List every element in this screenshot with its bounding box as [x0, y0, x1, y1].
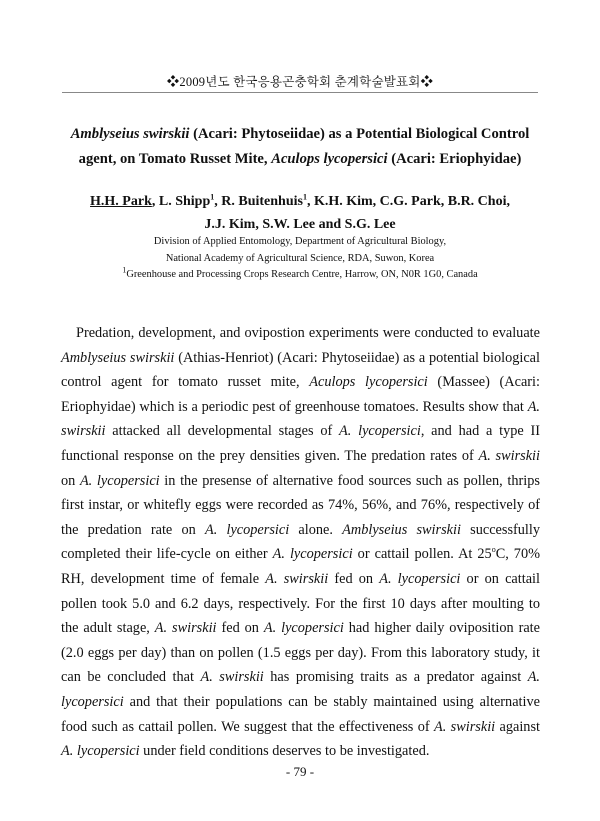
affiliation-line-2: National Academy of Agricultural Science, RDA, Suwon, Korea — [165, 252, 435, 264]
abstract-text: (Massee) (Acari: Eriophyidae) which is a periodic pest of greenhouse tomatoes. Results show that — [61, 374, 540, 415]
author-3-affil: 1 — [302, 192, 307, 202]
degree-superscript: o — [491, 545, 496, 555]
title-species-1: Amblyseius swirskii — [70, 126, 190, 142]
affiliation-3-text: Greenhouse and Processing Crops Research Centre, Harrow, ON, N0R 1G0, Canada — [126, 269, 478, 280]
species-name: A. swirskii — [154, 620, 217, 637]
species-name: A. lycopersici — [272, 546, 353, 563]
species-name: A. lycopersici — [61, 743, 140, 760]
abstract — [61, 321, 540, 764]
conference-header: ❖2009년도 한국응용곤충학회 춘계학술발표회❖ — [166, 75, 434, 89]
abstract-text: against — [495, 718, 540, 735]
abstract-text: fed on — [216, 620, 264, 637]
authors-rest-2: J.J. Kim, S.W. Lee and S.G. Lee — [204, 217, 396, 232]
authors-rest-1: , K.H. Kim, C.G. Park, B.R. Choi, — [306, 194, 510, 209]
affiliation-line-1: Division of Applied Entomology, Department of Agricultural Biology, — [153, 236, 447, 247]
species-name: Amblyseius swirskii — [61, 349, 175, 366]
abstract-text: attacked all developmental stages of — [105, 423, 340, 440]
abstract-text: or on cattail pollen took 5.0 and 6.2 days, respectively. For the first 10 days after moulting to the adult stage, — [61, 570, 540, 637]
abstract-text: had higher daily oviposition rate (2.0 eggs per day) than on pollen (1.5 eggs per day). From this laboratory study, it can be concluded that — [61, 620, 541, 686]
abstract-text: has promising traits as a predator against — [263, 669, 528, 686]
species-name: A. swirskii — [433, 718, 496, 735]
author-2: L. Shipp — [158, 194, 211, 209]
species-name: A. swirskii — [478, 447, 540, 464]
abstract-text: under field conditions deserves to be investigated. — [139, 743, 430, 760]
abstract-text: and that their populations can be stably maintained using alternative food such as cattail pollen. We suggest that the effectiveness of — [61, 693, 540, 735]
species-name: A. swirskii — [265, 570, 329, 587]
abstract-text: or cattail pollen. At 25 — [352, 546, 492, 563]
abstract-text: (Athias-Henriot) (Acari: Phytoseiidae) as a potential biological control agent for tomato russet mite, — [61, 349, 540, 391]
abstract-text: C, 70% RH, development time of female — [61, 546, 541, 587]
title-species-2: Aculops lycopersici — [271, 151, 388, 167]
header-rule — [62, 92, 538, 93]
abstract-text: , and had a type II functional response on the prey densities given. The predation rates of — [61, 423, 540, 464]
abstract-text: successfully completed their life-cycle on either — [61, 521, 541, 563]
species-name: Aculops lycopersici — [309, 374, 428, 391]
abstract-paragraph — [61, 321, 540, 764]
author-presenting: H.H. Park — [90, 194, 152, 209]
abstract-text: on — [61, 472, 80, 489]
title-text-2: (Acari: Eriophyidae) — [387, 151, 522, 167]
species-name: A. swirskii — [200, 669, 264, 686]
affiliation-3-marker: 1 — [122, 265, 127, 275]
abstract-text: alone. — [289, 521, 343, 538]
author-list: H.H. Park, L. Shipp$^1$, R. Buitenhuis$^1$, K.H. Kim, C.G. Park, B.R. Choi, J.J. Kim, S.W. Lee and S.G. Lee — [90, 192, 510, 232]
title-text-1: (Acari: Phytoseiidae) as a Potential Biological Control agent, on Tomato Russet Mite, — [78, 126, 530, 167]
paper-title — [62, 122, 538, 172]
species-name: A. lycopersici — [61, 669, 541, 710]
affiliations — [62, 234, 538, 284]
species-name: A. lycopersici — [263, 620, 344, 637]
abstract-text: in the presense of alternative food sources such as pollen, thrips first instar, or whitefly eggs were recorded as 74%, 56%, and 76%, respectively of the predation rate on — [61, 472, 540, 538]
abstract-text: fed on — [328, 570, 380, 587]
affiliation-line-3 — [62, 267, 538, 284]
author-3: R. Buitenhuis — [221, 194, 303, 209]
species-name: A. lycopersici — [204, 521, 290, 538]
species-name: A. lycopersici — [339, 423, 421, 440]
author-2-affil: 1 — [210, 192, 215, 202]
page-number: - 79 - — [285, 764, 315, 779]
species-name: A. swirskii — [61, 398, 540, 440]
species-name: Amblyseius swirskii — [342, 521, 461, 538]
species-name: A. lycopersici — [79, 472, 160, 489]
species-name: A. lycopersici — [379, 570, 461, 587]
abstract-text: Predation, development, and ovipostion experiments were conducted to evaluate — [76, 325, 540, 341]
